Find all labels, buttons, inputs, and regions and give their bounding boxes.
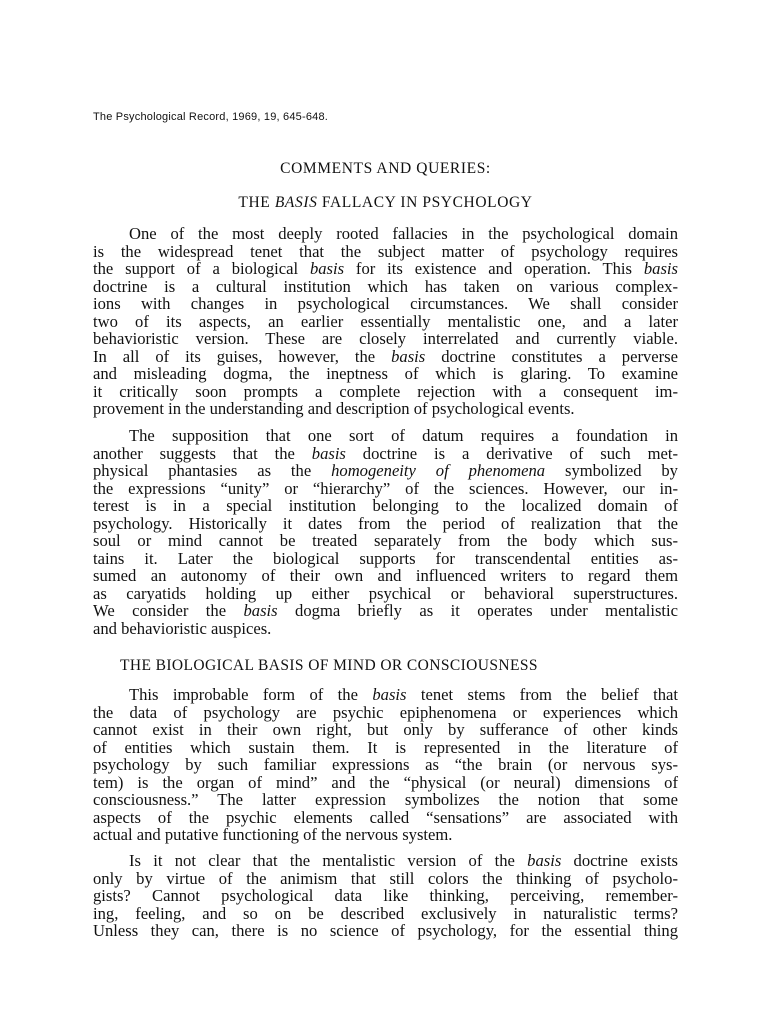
paragraph-3 [93, 686, 678, 844]
text-line: tem) is the organ of mind” and the “physical (or neural) dimensions of [93, 772, 678, 792]
italic-term: homogeneity of phenomena [331, 461, 546, 480]
italic-term: basis [372, 685, 407, 704]
text-line: ions with changes in psychological circumstances. We shall consider [93, 294, 678, 313]
text-line: The supposition that one sort of datum requires a foundation in [129, 426, 678, 445]
text-line: two of its aspects, an earlier essentially mentalistic one, and a later [93, 311, 678, 331]
text-line: the support of a biological basis for its existence and operation. This basis [93, 259, 678, 278]
text-line: only by virtue of the animism that still colors the thinking of psycholo- [93, 868, 678, 888]
text-line: cannot exist in their own right, but only by sufferance of other kinds [93, 720, 678, 739]
italic-term: basis [643, 259, 678, 278]
text-line: Unless they can, there is no science of psychology, for the essential thing [93, 921, 678, 940]
text-line: the data of psychology are psychic epiphenomena or experiences which [93, 702, 678, 722]
text-line: is the widespread tenet that the subject matter of psychology requires [93, 241, 678, 261]
text-line: aspects of the psychic elements called “sensations” are associated with [93, 807, 678, 827]
italic-term: basis [243, 601, 278, 620]
text-line: ing, feeling, and so on be described exclusively in naturalistic terms? [93, 903, 678, 923]
paragraph-1 [93, 225, 678, 418]
text-line: and misleading dogma, the ineptness of which is glaring. To examine [93, 364, 678, 383]
text-line: as caryatids holding up either psychical or behavioral superstructures. [93, 583, 678, 603]
text-line: We consider the basis dogma briefly as it operates under mentalistic [93, 601, 678, 620]
italic-term: basis [311, 443, 346, 463]
text-line: physical phantasies as the homogeneity of phenomena symbolized by [93, 461, 678, 480]
paragraph-4 [93, 852, 678, 940]
text-line: psychology. Historically it dates from the period of realization that the [93, 513, 678, 533]
text-line: actual and putative functioning of the nervous system. [93, 825, 453, 844]
subsection-heading: THE BIOLOGICAL BASIS OF MIND OR CONSCIOUSNESS [120, 657, 538, 674]
text-line: psychology by such familiar expressions as “the brain (or nervous sys- [93, 755, 678, 774]
text-line: terest is in a special institution belonging to the localized domain of [93, 496, 678, 515]
text-line: another suggests that the basis doctrine is a derivative of such met- [93, 443, 678, 463]
article-title [93, 194, 678, 212]
text-line: One of the most deeply rooted fallacies in the psychological domain [129, 224, 678, 243]
italic-term: basis [391, 346, 426, 366]
text-line: soul or mind cannot be treated separately from the body which sus- [93, 531, 678, 550]
text-line: tains it. Later the biological supports for transcendental entities as- [93, 548, 678, 568]
title-italic: BASIS [274, 194, 318, 211]
title-post: FALLACY IN PSYCHOLOGY [317, 194, 533, 211]
text-line: sumed an autonomy of their own and influenced writers to regard them [93, 566, 678, 585]
title-pre: THE [238, 194, 275, 211]
text-line: it critically soon prompts a complete rejection with a consequent im- [93, 381, 678, 401]
italic-term: basis [309, 259, 345, 278]
text-line: provement in the understanding and description of psychological events. [93, 399, 575, 418]
text-line: and behavioristic auspices. [93, 618, 272, 638]
text-line: behavioristic version. These are closely interrelated and currently viable. [93, 329, 678, 348]
text-line: Is it not clear that the mentalistic version of the basis doctrine exists [129, 851, 678, 870]
text-line: doctrine is a cultural institution which has taken on various complex- [93, 276, 678, 296]
italic-term: basis [527, 851, 562, 870]
journal-citation: The Psychological Record, 1969, 19, 645-648. [93, 111, 329, 123]
text-line: consciousness.” The latter expression symbolizes the notion that some [93, 790, 678, 809]
text-line: In all of its guises, however, the basis doctrine constitutes a perverse [93, 346, 678, 366]
paragraph-2 [93, 427, 678, 637]
text-line: gists? Cannot psychological data like thinking, perceiving, remember- [93, 886, 678, 905]
text-line: This improbable form of the basis tenet stems from the belief that [129, 685, 678, 704]
text-line: the expressions “unity” or “hierarchy” of the sciences. However, our in- [93, 478, 678, 498]
section-label: COMMENTS AND QUERIES: [280, 160, 491, 177]
text-line: of entities which sustain them. It is represented in the literature of [93, 737, 678, 757]
